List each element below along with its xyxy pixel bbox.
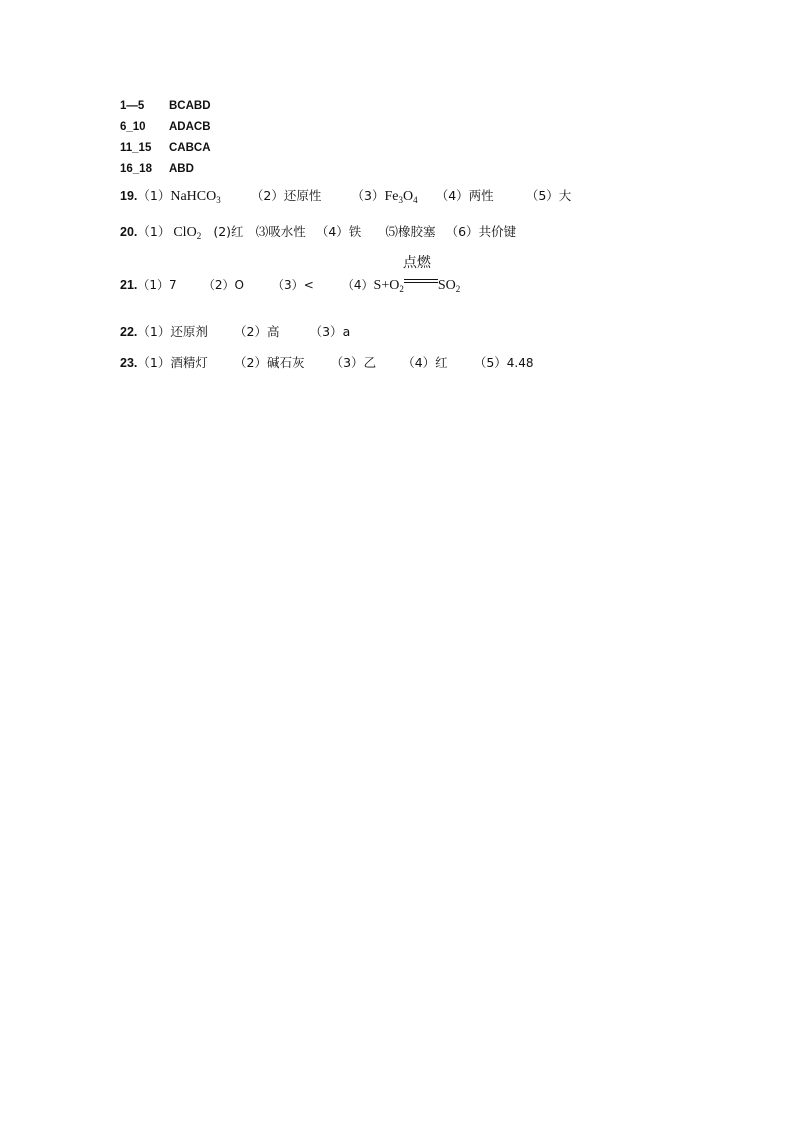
- part-label: （1）: [137, 188, 171, 203]
- answer-text: 共价键: [478, 224, 517, 239]
- formula-text: NaHCO: [170, 189, 217, 204]
- part-label: （4）: [402, 355, 436, 370]
- part-label: （4）: [341, 278, 374, 292]
- answer-text: 7: [169, 278, 177, 292]
- part-label: （5）: [525, 188, 559, 203]
- reaction-condition-arrow: [402, 255, 438, 289]
- part-label: （4）: [315, 224, 349, 239]
- answer-text: O: [234, 278, 244, 292]
- formula-text: SO: [437, 278, 456, 293]
- question-number: 22.: [120, 325, 138, 339]
- formula-subscript: 3: [216, 195, 221, 205]
- question-number: 21.: [120, 278, 138, 292]
- answer-text: ⑸橡胶塞: [385, 224, 436, 239]
- mc-range: 16_18: [120, 163, 152, 175]
- answer-text: 酒精灯: [170, 355, 208, 370]
- mc-row-3: [120, 142, 211, 154]
- part-label: （3）: [330, 355, 364, 370]
- part-label: （1）: [137, 355, 171, 370]
- answer-row-23: [120, 353, 534, 371]
- answer-text: 还原剂: [170, 324, 208, 339]
- part-label: （1）: [137, 224, 171, 239]
- answer-text: a: [342, 324, 351, 339]
- question-number: 19.: [120, 189, 138, 203]
- mc-answers: BCABD: [169, 100, 211, 112]
- part-label: （1）: [137, 278, 170, 292]
- mc-row-1: [120, 100, 211, 112]
- part-label: （3）: [351, 188, 385, 203]
- mc-range: 6_10: [120, 121, 146, 133]
- mc-range: 11_15: [120, 142, 152, 154]
- answer-text: 大: [558, 188, 572, 203]
- formula-text: O: [402, 189, 414, 204]
- answer-text: 碱石灰: [266, 355, 305, 370]
- part-label: （1）: [137, 324, 171, 339]
- mc-answers: ADACB: [169, 121, 211, 133]
- mc-answers: CABCA: [169, 142, 211, 154]
- answer-text: 高: [266, 324, 280, 339]
- answer-text: ⑶吸水性: [255, 224, 306, 239]
- formula-text: ClO: [173, 225, 197, 240]
- answer-text: 两性: [468, 188, 494, 203]
- part-label: （2）: [250, 188, 284, 203]
- answer-row-19: [120, 186, 571, 205]
- question-number: 23.: [120, 356, 138, 370]
- answer-text: 还原性: [283, 188, 322, 203]
- mc-row-2: [120, 121, 211, 133]
- equals-line-top: [404, 279, 438, 280]
- formula-text: S+O: [373, 278, 400, 293]
- formula-subscript: 2: [196, 231, 202, 241]
- formula-subscript: 3: [398, 195, 403, 205]
- answer-text: <: [303, 278, 314, 292]
- answer-text: 4.48: [506, 356, 534, 370]
- answer-text: (2)红: [213, 224, 244, 239]
- answer-row-21: [120, 255, 461, 294]
- formula-fe3o4: [384, 189, 417, 204]
- answer-row-22: [120, 322, 350, 340]
- reaction-condition: 点燃: [402, 255, 431, 271]
- formula-clo2: [173, 225, 201, 240]
- equals-line-bottom: [404, 282, 438, 283]
- answer-text: 乙: [363, 355, 377, 370]
- formula-subscript: 2: [455, 284, 461, 294]
- formula-text: Fe: [384, 189, 399, 204]
- mc-row-4: [120, 163, 194, 175]
- answer-row-20: [120, 222, 516, 241]
- part-label: （5）: [473, 355, 507, 370]
- answer-text: 红: [435, 355, 448, 370]
- part-label: （6）: [445, 224, 479, 239]
- part-label: （2）: [234, 355, 267, 370]
- equation-left: [374, 278, 404, 293]
- formula-subscript: 2: [399, 284, 404, 294]
- part-label: （3）: [272, 278, 304, 292]
- equation-right: [438, 278, 460, 293]
- mc-answers: ABD: [169, 163, 194, 175]
- part-label: （2）: [202, 278, 235, 292]
- question-number: 20.: [120, 225, 138, 239]
- formula-nahco3: [170, 189, 220, 204]
- answer-text: 铁: [348, 224, 362, 239]
- part-label: （2）: [234, 324, 267, 339]
- mc-range: 1—5: [120, 100, 145, 112]
- part-label: （3）: [309, 324, 343, 339]
- formula-subscript: 4: [413, 195, 418, 205]
- part-label: （4）: [435, 188, 469, 203]
